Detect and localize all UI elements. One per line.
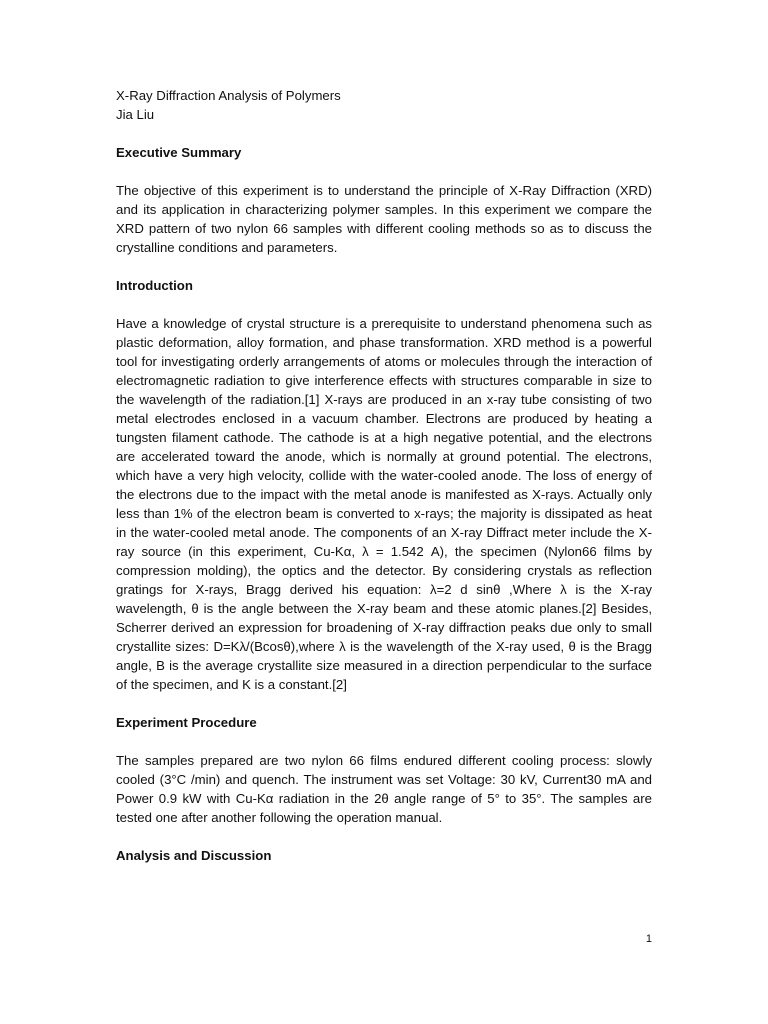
analysis-discussion-heading: Analysis and Discussion — [116, 848, 272, 863]
introduction-paragraph: Have a knowledge of crystal structure is a prerequisite to understand phenomena such as plastic deformation, alloy formation, and phase transformation. XRD method is a powerful tool for investigating orderly arrangements of atoms or molecules through the interaction of electromagnetic radiation to give interference effects with structures comparable in size to the wavelength of the radiation.[1] X-rays are produced in an x-ray tube consisting of two metal electrodes enclosed in a vacuum chamber. Electrons are produced by heating a tungsten filament cathode. The cathode is at a high negative potential, and the electrons are accelerated toward the anode, which is normally at ground potential. The electrons, which have a very high velocity, collide with the water-cooled anode. The loss of energy of the electrons due to the impact with the metal anode is manifested as X-rays. Actually only less than 1% of the electron beam is converted to x-rays; the majority is dissipated as heat in the water-cooled metal anode. The components of an X-ray Diffract meter include the X-ray source (in this experiment, Cu-Kα, λ = 1.542 A), the specimen (Nylon66 films by compression molding), the optics and the detector. By considering crystals as reflection gratings for X-rays, Bragg derived his equation: λ=2 d sinθ ,Where λ is the X-ray wavelength, θ is the angle between the X-ray beam and these atomic planes.[2] Besides, Scherrer derived an expression for broadening of X-ray diffraction peaks due only to small crystallite sizes: D=Kλ/(Bcosθ),where λ is the wavelength of the X-ray used, θ is the Bragg angle, B is the average crystallite size measured in a direction perpendicular to the surface of the specimen, and K is a constant.[2] — [116, 316, 652, 692]
executive-summary-heading: Executive Summary — [116, 145, 242, 160]
author-name: Jia Liu — [116, 107, 155, 122]
executive-summary-paragraph: The objective of this experiment is to understand the principle of X-Ray Diffraction (XRD) and its application in characterizing polymer samples. In this experiment we compare the XRD pattern of two nylon 66 samples with different cooling methods so as to discuss the crystalline conditions and parameters. — [116, 183, 652, 255]
experiment-procedure-heading: Experiment Procedure — [116, 715, 257, 730]
document-body — [116, 86, 652, 865]
document-title: X-Ray Diffraction Analysis of Polymers — [116, 88, 341, 103]
page-number: 1 — [645, 933, 652, 945]
introduction-heading: Introduction — [116, 278, 193, 293]
experiment-procedure-paragraph: The samples prepared are two nylon 66 films endured different cooling process: slowly cooled (3°C /min) and quench. The instrument was set Voltage: 30 kV, Current30 mA and Power 0.9 kW with Cu-Kα radiation in the 2θ angle range of 5° to 35°. The samples are tested one after another following the operation manual. — [116, 753, 652, 825]
